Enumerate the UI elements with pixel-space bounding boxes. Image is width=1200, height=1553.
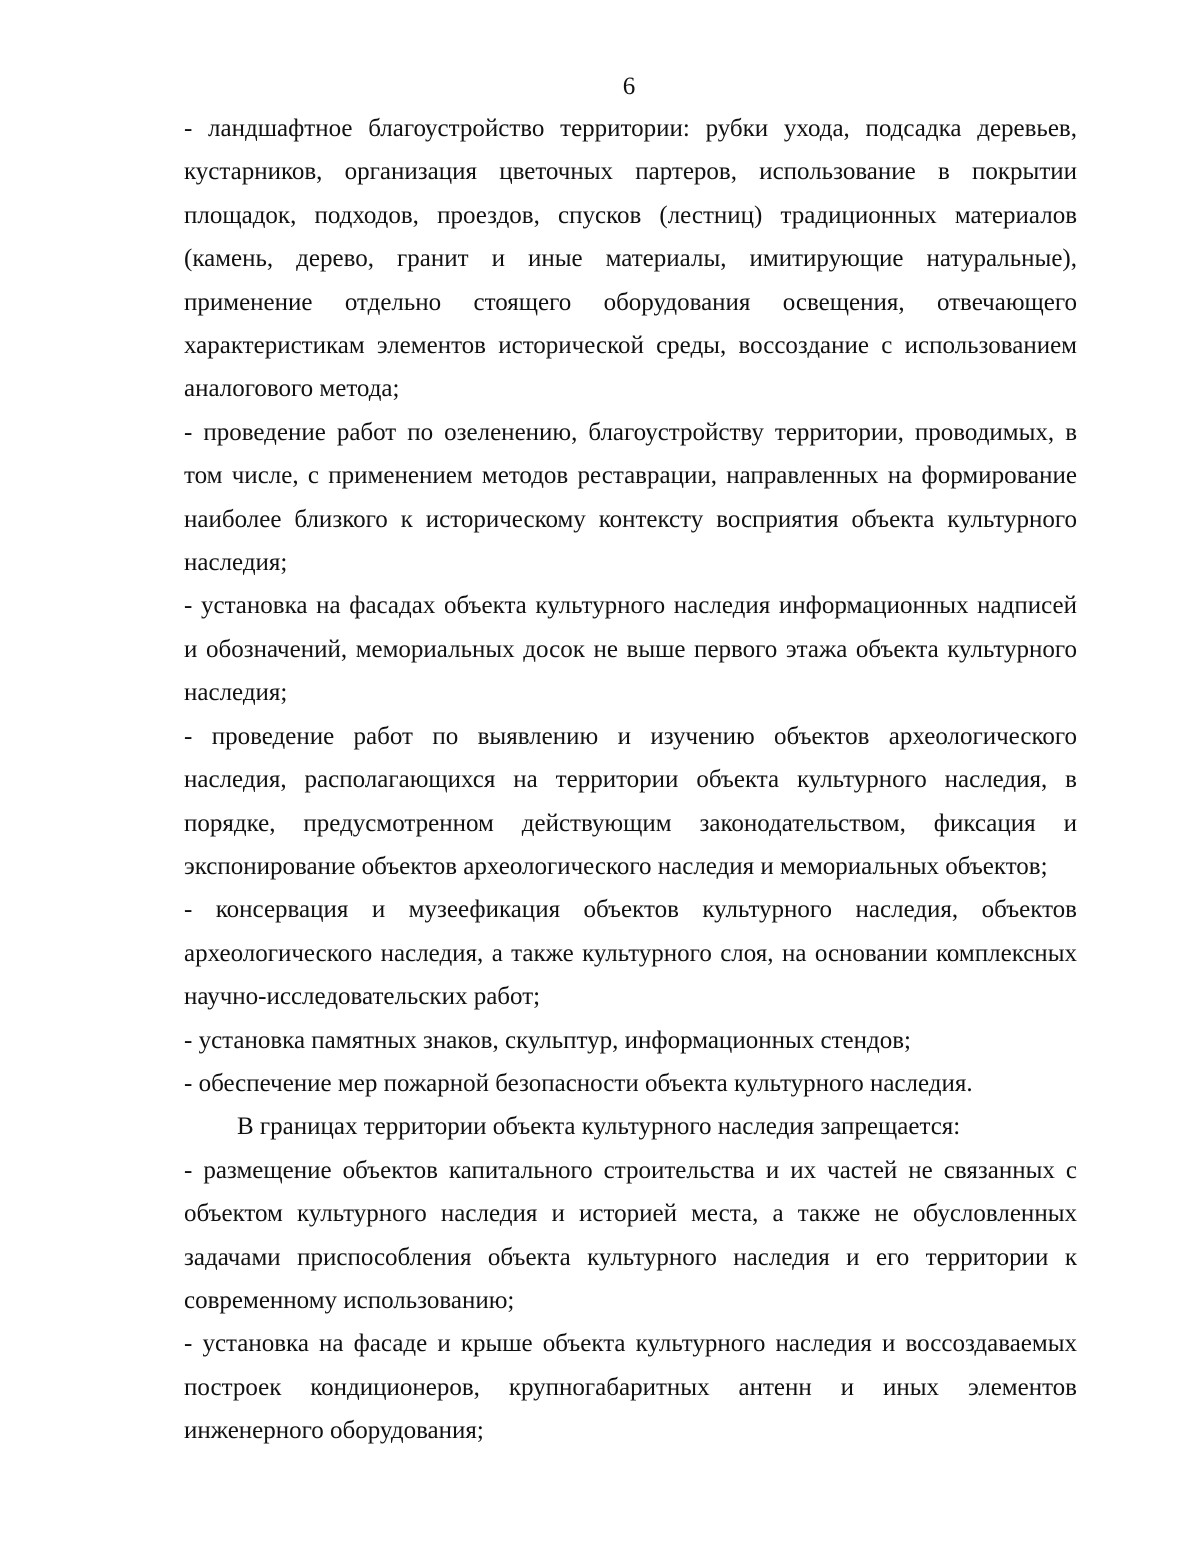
paragraph-memorial-signs: - установка памятных знаков, скульптур, информационных стендов;: [184, 1026, 911, 1054]
paragraph-equipment-ban: - установка на фасаде и крыше объекта культурного наследия и воссоздаваемых построек кондиционеров, крупногабаритных антенн и иных элементов инженерного оборудования;: [184, 1330, 1077, 1445]
paragraph-fire-safety: - обеспечение мер пожарной безопасности объекта культурного наследия.: [184, 1069, 973, 1097]
page-number: 6: [622, 73, 636, 100]
paragraph-prohibitions-heading: В границах территории объекта культурного наследия запрещается:: [237, 1113, 961, 1141]
paragraph-greening-works: - проведение работ по озеленению, благоустройству территории, проводимых, в том числе, с применением методов реставрации, направленных на формирование наиболее близкого к историческому контексту восприятия объекта культурного наследия;: [184, 418, 1077, 577]
paragraph-landscaping: - ландшафтное благоустройство территории: рубки ухода, подсадка деревьев, кустарников, организация цветочных партеров, использование в покрытии площадок, подходов, проездов, спусков (лестниц) традиционных материалов (камень, дерево, гранит и иные материалы, имитирующие натуральные), применение отдельно стоящего оборудования освещения, отвечающего характеристикам элементов исторической среды, воссоздание с использованием аналогового метода;: [184, 115, 1077, 403]
paragraph-construction-ban: - размещение объектов капитального строительства и их частей не связанных с объектом культурного наследия и историей места, а также не обусловленных задачами приспособления объекта культурного наследия и его территории к современному использованию;: [184, 1156, 1077, 1314]
paragraph-archaeology-works: - проведение работ по выявлению и изучению объектов археологического наследия, располагающихся на территории объекта культурного наследия, в порядке, предусмотренном действующим законодательством, фиксация и экспонирование объектов археологического наследия и мемориальных объектов;: [184, 722, 1077, 880]
paragraph-facade-signs: - установка на фасадах объекта культурного наследия информационных надписей и обозначений, мемориальных досок не выше первого этажа объекта культурного наследия;: [184, 592, 1077, 707]
paragraph-conservation: - консервация и музеефикация объектов культурного наследия, объектов археологического наследия, а также культурного слоя, на основании комплексных научно-исследовательских работ;: [184, 896, 1077, 1011]
document-body: [184, 107, 1077, 1453]
